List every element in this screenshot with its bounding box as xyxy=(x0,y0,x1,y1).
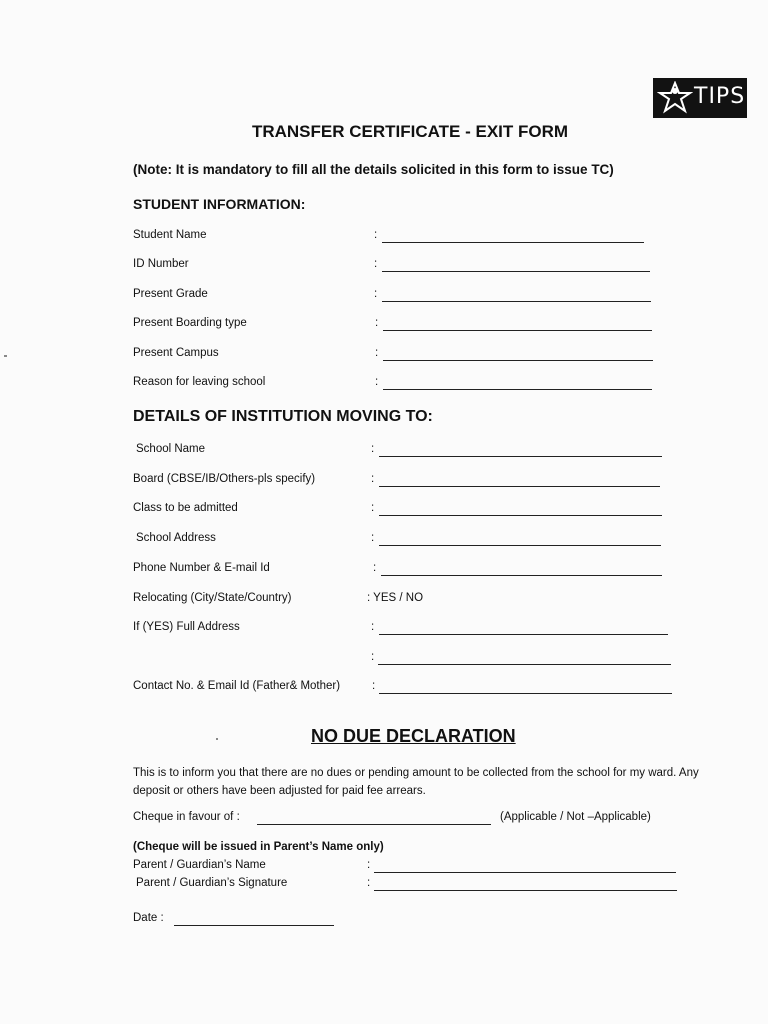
no-due-heading: NO DUE DECLARATION xyxy=(311,726,516,746)
field-label: School Name xyxy=(136,443,206,455)
cheque-applicability[interactable]: (Applicable / Not –Applicable) xyxy=(500,811,651,823)
school-name-field[interactable] xyxy=(379,456,662,457)
field-label: ID Number xyxy=(133,258,189,270)
present-campus-row xyxy=(133,347,653,365)
present-grade-row xyxy=(133,288,653,306)
field-colon: : xyxy=(374,258,378,270)
field-colon: : xyxy=(372,680,376,692)
field-colon: : xyxy=(375,376,379,388)
field-colon: : xyxy=(371,502,375,514)
tips-logo xyxy=(653,78,747,118)
scan-speck xyxy=(216,738,218,740)
field-label: Contact No. & Email Id (Father& Mother) xyxy=(133,680,341,692)
parent-contact-row xyxy=(133,680,673,698)
school-address-field[interactable] xyxy=(379,545,661,546)
field-label: Board (CBSE/IB/Others-pls specify) xyxy=(133,473,316,485)
parent-contact-field[interactable] xyxy=(379,693,672,694)
cheque-label: Cheque in favour of : xyxy=(133,811,240,823)
field-label: Present Boarding type xyxy=(133,317,247,329)
phone-email-row xyxy=(133,562,673,580)
field-colon: : xyxy=(371,473,375,485)
field-label: Present Grade xyxy=(133,288,208,300)
id-number-row xyxy=(133,258,653,276)
full-address-continued-row xyxy=(133,651,673,669)
leaving-reason-field[interactable] xyxy=(383,389,652,390)
parent-signature-row xyxy=(133,877,683,895)
field-label: Relocating (City/State/Country) xyxy=(133,592,292,604)
yes-no-option[interactable]: : YES / NO xyxy=(367,592,424,604)
logo-text: TIPS xyxy=(694,84,746,109)
declaration-text: This is to inform you that there are no dues or pending amount to be collected from the school for my ward. Any deposit or others have been adjusted for paid fee arrears. xyxy=(133,767,699,797)
field-colon: : xyxy=(375,347,379,359)
date-field[interactable] xyxy=(174,925,334,926)
relocating-row xyxy=(133,592,673,610)
parent-name-field[interactable] xyxy=(374,872,676,873)
cheque-row xyxy=(133,811,693,829)
field-label: Parent / Guardian’s Name xyxy=(133,859,266,871)
field-label: Present Campus xyxy=(133,347,219,359)
field-label: Parent / Guardian’s Signature xyxy=(136,877,288,889)
school-address-row xyxy=(133,532,673,550)
scan-speck xyxy=(4,355,7,357)
field-colon: : xyxy=(371,651,375,663)
student-name-field[interactable] xyxy=(382,242,644,243)
present-grade-field[interactable] xyxy=(382,301,651,302)
field-colon: : xyxy=(371,621,375,633)
field-label: Phone Number & E-mail Id xyxy=(133,562,270,574)
field-colon: : xyxy=(373,562,377,574)
board-field[interactable] xyxy=(379,486,660,487)
field-colon: : xyxy=(371,443,375,455)
field-label: Class to be admitted xyxy=(133,502,238,514)
student-name-row xyxy=(133,229,653,247)
boarding-type-field[interactable] xyxy=(383,330,652,331)
field-label: Student Name xyxy=(133,229,207,241)
class-admitted-field[interactable] xyxy=(379,515,662,516)
field-colon: : xyxy=(367,859,371,871)
form-title: TRANSFER CERTIFICATE - EXIT FORM xyxy=(251,122,569,141)
boarding-type-row xyxy=(133,317,653,335)
phone-email-field[interactable] xyxy=(381,575,662,576)
parent-signature-field[interactable] xyxy=(374,890,677,891)
field-label: School Address xyxy=(136,532,216,544)
star-figure-icon xyxy=(657,81,693,115)
full-address-line2-field[interactable] xyxy=(378,664,671,665)
date-label: Date : xyxy=(133,912,164,924)
institution-section-heading: DETAILS OF INSTITUTION MOVING TO: xyxy=(133,408,433,425)
leaving-reason-row xyxy=(133,376,653,394)
field-colon: : xyxy=(374,288,378,300)
class-admitted-row xyxy=(133,502,673,520)
student-section-heading: STUDENT INFORMATION: xyxy=(133,196,306,212)
field-colon: : xyxy=(371,532,375,544)
full-address-row xyxy=(133,621,673,639)
school-name-row xyxy=(133,443,673,461)
field-colon: : xyxy=(375,317,379,329)
field-label: If (YES) Full Address xyxy=(133,621,240,633)
board-row xyxy=(133,473,673,491)
date-row xyxy=(133,912,373,930)
cheque-note: (Cheque will be issued in Parent’s Name only) xyxy=(133,841,384,853)
present-campus-field[interactable] xyxy=(383,360,653,361)
field-colon: : xyxy=(367,877,371,889)
field-colon: : xyxy=(374,229,378,241)
parent-name-row xyxy=(133,859,683,877)
full-address-field[interactable] xyxy=(379,634,668,635)
mandatory-note: (Note: It is mandatory to fill all the details solicited in this form to issue TC) xyxy=(133,162,614,177)
cheque-favour-field[interactable] xyxy=(257,824,491,825)
id-number-field[interactable] xyxy=(382,271,650,272)
field-label: Reason for leaving school xyxy=(133,376,266,388)
